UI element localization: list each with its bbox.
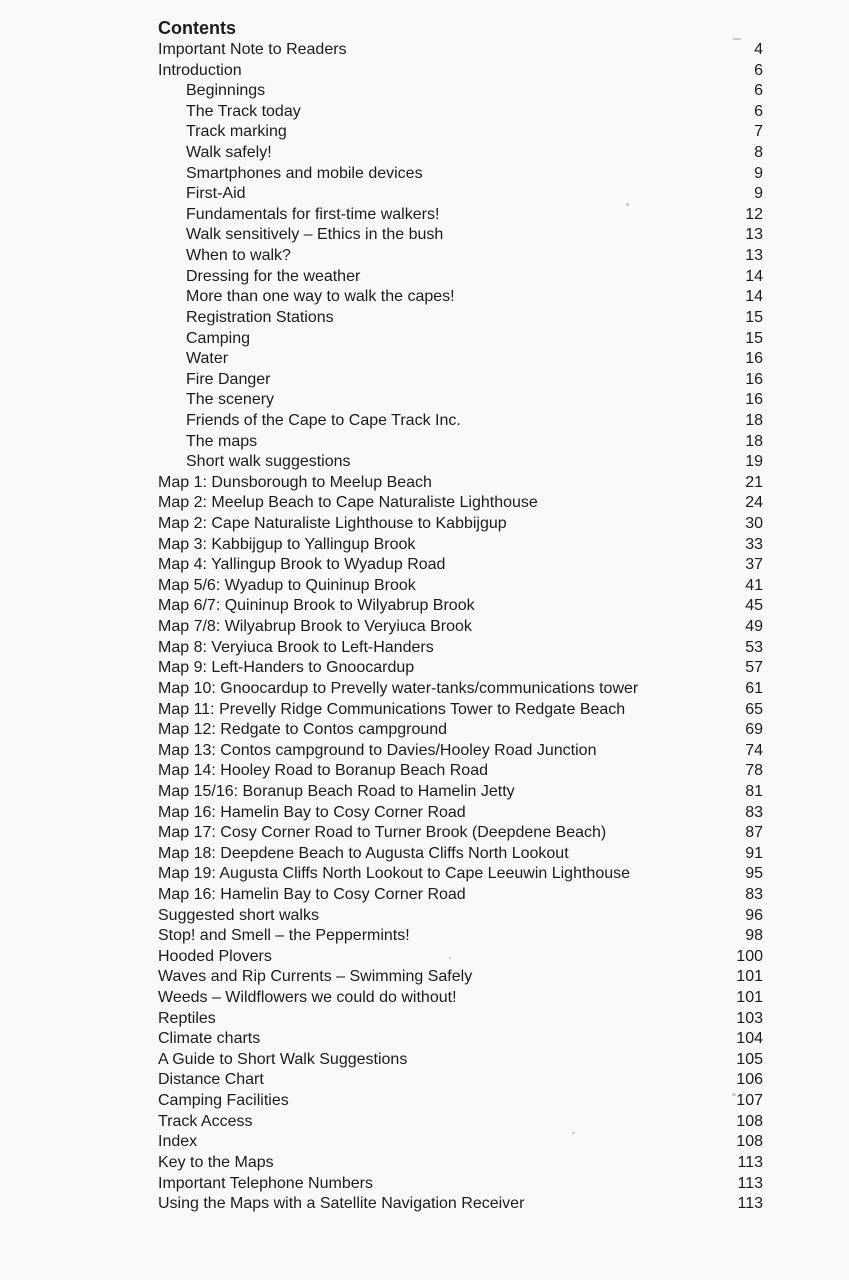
toc-entry-title: The maps — [186, 432, 258, 450]
toc-entry-title: When to walk? — [186, 247, 291, 265]
toc-entry-title: Map 5/6: Wyadup to Quininup Brook — [158, 576, 416, 594]
toc-entry-page: 69 — [745, 721, 763, 739]
toc-entry-page: 7 — [754, 123, 763, 141]
toc-entry-title: Track Access — [158, 1112, 253, 1130]
scan-speck — [732, 38, 742, 40]
toc-entry — [158, 473, 763, 494]
toc-entry — [158, 267, 763, 288]
toc-entry-page: 57 — [745, 659, 763, 677]
toc-entry-title: Map 10: Gnoocardup to Prevelly water-tanks/communications tower — [158, 679, 639, 697]
toc-entry-title: Camping Facilities — [158, 1092, 289, 1110]
toc-entry-title: Dressing for the weather — [186, 267, 361, 285]
toc-entry-title: Climate charts — [158, 1030, 261, 1048]
toc-entry — [158, 700, 763, 721]
toc-entry — [158, 761, 763, 782]
toc-entry-page: 12 — [745, 205, 763, 223]
toc-entry-title: The scenery — [186, 391, 275, 409]
toc-entry-page: 16 — [745, 370, 763, 388]
toc-entry-title: Registration Stations — [186, 308, 334, 326]
toc-entry-title: Map 16: Hamelin Bay to Cosy Corner Road — [158, 885, 466, 903]
toc-entry-title: Camping — [186, 329, 251, 347]
toc-entry — [158, 184, 763, 205]
toc-entry-page: 6 — [754, 102, 763, 120]
toc-entry-title: Reptiles — [158, 1009, 216, 1027]
toc-entry-page: 45 — [745, 597, 763, 615]
toc-entry-title: Introduction — [158, 61, 242, 79]
toc-entry — [158, 782, 763, 803]
toc-entry-title: Map 15/16: Boranup Beach Road to Hamelin Jetty — [158, 782, 515, 800]
toc-entry — [158, 122, 763, 143]
toc-entry-page: 15 — [745, 308, 763, 326]
toc-list — [158, 40, 763, 1215]
toc-entry-page: 91 — [745, 844, 763, 862]
toc-entry-page: 104 — [736, 1030, 763, 1048]
toc-entry — [158, 514, 763, 535]
toc-entry-title: Walk safely! — [186, 144, 272, 162]
toc-entry-page: 9 — [754, 164, 763, 182]
toc-entry-title: Suggested short walks — [158, 906, 319, 924]
toc-entry-title: Index — [158, 1133, 198, 1151]
toc-entry-page: 61 — [745, 679, 763, 697]
scan-speck — [449, 957, 451, 959]
toc-entry-page: 14 — [745, 288, 763, 306]
toc-entry — [158, 308, 763, 329]
toc-entry-page: 108 — [736, 1112, 763, 1130]
toc-entry-page: 98 — [745, 927, 763, 945]
toc-entry — [158, 864, 763, 885]
toc-entry — [158, 720, 763, 741]
toc-entry — [158, 535, 763, 556]
toc-entry-title: Map 1: Dunsborough to Meelup Beach — [158, 473, 432, 491]
toc-entry-title: Map 17: Cosy Corner Road to Turner Brook (Deepdene Beach) — [158, 824, 607, 842]
toc-entry-title: Distance Chart — [158, 1071, 264, 1089]
toc-entry-page: 18 — [745, 411, 763, 429]
toc-entry — [158, 885, 763, 906]
toc-entry — [158, 988, 763, 1009]
toc-entry-page: 21 — [745, 473, 763, 491]
toc-entry — [158, 596, 763, 617]
toc-entry — [158, 1132, 763, 1153]
toc-entry-page: 83 — [745, 803, 763, 821]
toc-entry — [158, 1153, 763, 1174]
toc-entry-page: 4 — [754, 41, 763, 58]
toc-entry-title: The Track today — [186, 102, 301, 120]
toc-entry-page: 101 — [736, 968, 763, 986]
toc-entry — [158, 493, 763, 514]
toc-entry-title: Map 11: Prevelly Ridge Communications Tower to Redgate Beach — [158, 700, 626, 718]
toc-entry-title: Map 18: Deepdene Beach to Augusta Cliffs North Lookout — [158, 844, 569, 862]
toc-entry-page: 53 — [745, 638, 763, 656]
toc-entry-page: 78 — [745, 762, 763, 780]
toc-entry-page: 33 — [745, 535, 763, 553]
toc-entry-title: Map 8: Veryiuca Brook to Left-Handers — [158, 638, 434, 656]
toc-entry-title: Map 16: Hamelin Bay to Cosy Corner Road — [158, 803, 466, 821]
toc-entry-page: 18 — [745, 432, 763, 450]
toc-entry — [158, 926, 763, 947]
toc-entry — [158, 246, 763, 267]
toc-entry-title: Weeds – Wildflowers we could do without! — [158, 989, 457, 1007]
toc-entry-page: 113 — [737, 1153, 763, 1171]
toc-entry-title: Map 3: Kabbijgup to Yallingup Brook — [158, 535, 416, 553]
toc-entry — [158, 432, 763, 453]
toc-entry-title: Important Telephone Numbers — [158, 1174, 373, 1192]
toc-entry — [158, 1050, 763, 1071]
toc-entry-title: First-Aid — [186, 185, 246, 203]
toc-entry-page: 19 — [745, 453, 763, 471]
toc-entry-title: Stop! and Smell – the Peppermints! — [158, 927, 410, 945]
toc-entry-page: 24 — [745, 494, 763, 512]
contents-page — [158, 16, 763, 1215]
toc-entry-page: 13 — [745, 247, 763, 265]
toc-entry-page: 30 — [745, 515, 763, 533]
toc-entry-page: 9 — [754, 185, 763, 203]
toc-entry-title: Map 19: Augusta Cliffs North Lookout to Cape Leeuwin Lighthouse — [158, 865, 631, 883]
toc-entry-title: A Guide to Short Walk Suggestions — [158, 1050, 408, 1068]
toc-entry-title: Map 7/8: Wilyabrup Brook to Veryiuca Brook — [158, 618, 472, 636]
toc-entry-page: 16 — [745, 350, 763, 368]
toc-entry — [158, 287, 763, 308]
toc-entry — [158, 947, 763, 968]
toc-entry-title: Map 14: Hooley Road to Boranup Beach Road — [158, 762, 488, 780]
toc-entry — [158, 658, 763, 679]
contents-heading: Contents — [158, 18, 236, 38]
toc-entry — [158, 390, 763, 411]
toc-entry-page: 41 — [745, 576, 763, 594]
toc-entry — [158, 452, 763, 473]
toc-entry-title: Waves and Rip Currents – Swimming Safely — [158, 968, 473, 986]
toc-entry-page: 14 — [745, 267, 763, 285]
toc-entry — [158, 1029, 763, 1050]
toc-entry-title: Key to the Maps — [158, 1153, 274, 1171]
toc-entry-page: 106 — [736, 1071, 763, 1089]
toc-entry-title: Map 2: Meelup Beach to Cape Naturaliste Lighthouse — [158, 494, 538, 512]
toc-entry-page: 113 — [737, 1174, 763, 1192]
toc-entry-title: Fire Danger — [186, 370, 271, 388]
toc-entry-page: 15 — [745, 329, 763, 347]
toc-entry-title: Hooded Plovers — [158, 947, 272, 965]
toc-entry — [158, 61, 763, 82]
toc-entry — [158, 617, 763, 638]
toc-entry — [158, 679, 763, 700]
toc-entry — [158, 1112, 763, 1133]
toc-entry-page: 100 — [736, 947, 763, 965]
toc-entry — [158, 803, 763, 824]
toc-entry — [158, 906, 763, 927]
toc-entry-page: 8 — [754, 144, 763, 162]
toc-entry-page: 16 — [745, 391, 763, 409]
toc-entry-page: 49 — [745, 618, 763, 636]
toc-entry-title: Map 2: Cape Naturaliste Lighthouse to Kabbijgup — [158, 515, 507, 533]
toc-entry — [158, 40, 763, 61]
toc-entry — [158, 102, 763, 123]
toc-entry — [158, 349, 763, 370]
toc-entry — [158, 81, 763, 102]
toc-entry — [158, 411, 763, 432]
toc-entry — [158, 576, 763, 597]
toc-entry — [158, 164, 763, 185]
toc-entry — [158, 741, 763, 762]
toc-entry — [158, 1070, 763, 1091]
toc-entry-title: More than one way to walk the capes! — [186, 288, 455, 306]
toc-entry-title: Map 12: Redgate to Contos campground — [158, 721, 448, 739]
toc-entry-title: Friends of the Cape to Cape Track Inc. — [186, 411, 461, 429]
toc-entry — [158, 1009, 763, 1030]
toc-entry-title: Important Note to Readers — [158, 41, 347, 58]
scan-speck — [572, 1132, 575, 1134]
scan-speck — [732, 1093, 736, 1096]
toc-entry-title: Water — [186, 350, 229, 368]
toc-entry-page: 6 — [754, 82, 763, 100]
toc-entry-title: Beginnings — [186, 82, 266, 100]
toc-entry-title: Map 6/7: Quininup Brook to Wilyabrup Brook — [158, 597, 475, 615]
toc-entry — [158, 1091, 763, 1112]
toc-entry-title: Walk sensitively – Ethics in the bush — [186, 226, 444, 244]
toc-entry-page: 113 — [737, 1195, 763, 1213]
toc-entry-page: 105 — [736, 1050, 763, 1068]
toc-entry — [158, 143, 763, 164]
toc-entry-page: 65 — [745, 700, 763, 718]
toc-entry — [158, 225, 763, 246]
toc-entry-title: Map 13: Contos campground to Davies/Hooley Road Junction — [158, 741, 597, 759]
toc-entry-page: 6 — [754, 61, 763, 79]
toc-entry-page: 81 — [745, 782, 763, 800]
toc-entry-page: 13 — [745, 226, 763, 244]
toc-entry-page: 96 — [745, 906, 763, 924]
toc-entry-title: Map 4: Yallingup Brook to Wyadup Road — [158, 556, 446, 574]
toc-entry-page: 83 — [745, 885, 763, 903]
toc-entry-page: 103 — [736, 1009, 763, 1027]
toc-entry-title: Using the Maps with a Satellite Navigation Receiver — [158, 1195, 525, 1213]
toc-entry — [158, 967, 763, 988]
toc-entry-title: Fundamentals for first-time walkers! — [186, 205, 440, 223]
scan-speck — [626, 203, 629, 206]
toc-entry-page: 95 — [745, 865, 763, 883]
toc-entry-page: 101 — [736, 989, 763, 1007]
toc-entry-page: 87 — [745, 824, 763, 842]
toc-entry-title: Track marking — [186, 123, 287, 141]
toc-entry — [158, 555, 763, 576]
toc-entry-title: Map 9: Left-Handers to Gnoocardup — [158, 659, 415, 677]
toc-entry-page: 108 — [736, 1133, 763, 1151]
toc-entry — [158, 329, 763, 350]
toc-entry-title: Smartphones and mobile devices — [186, 164, 423, 182]
toc-entry-page: 74 — [745, 741, 763, 759]
toc-entry-page: 107 — [736, 1092, 763, 1110]
toc-entry — [158, 1174, 763, 1195]
toc-entry — [158, 205, 763, 226]
toc-entry — [158, 823, 763, 844]
toc-entry — [158, 638, 763, 659]
toc-entry-page: 37 — [745, 556, 763, 574]
toc-entry — [158, 844, 763, 865]
toc-entry-title: Short walk suggestions — [186, 453, 351, 471]
toc-entry — [158, 1194, 763, 1215]
toc-entry — [158, 370, 763, 391]
